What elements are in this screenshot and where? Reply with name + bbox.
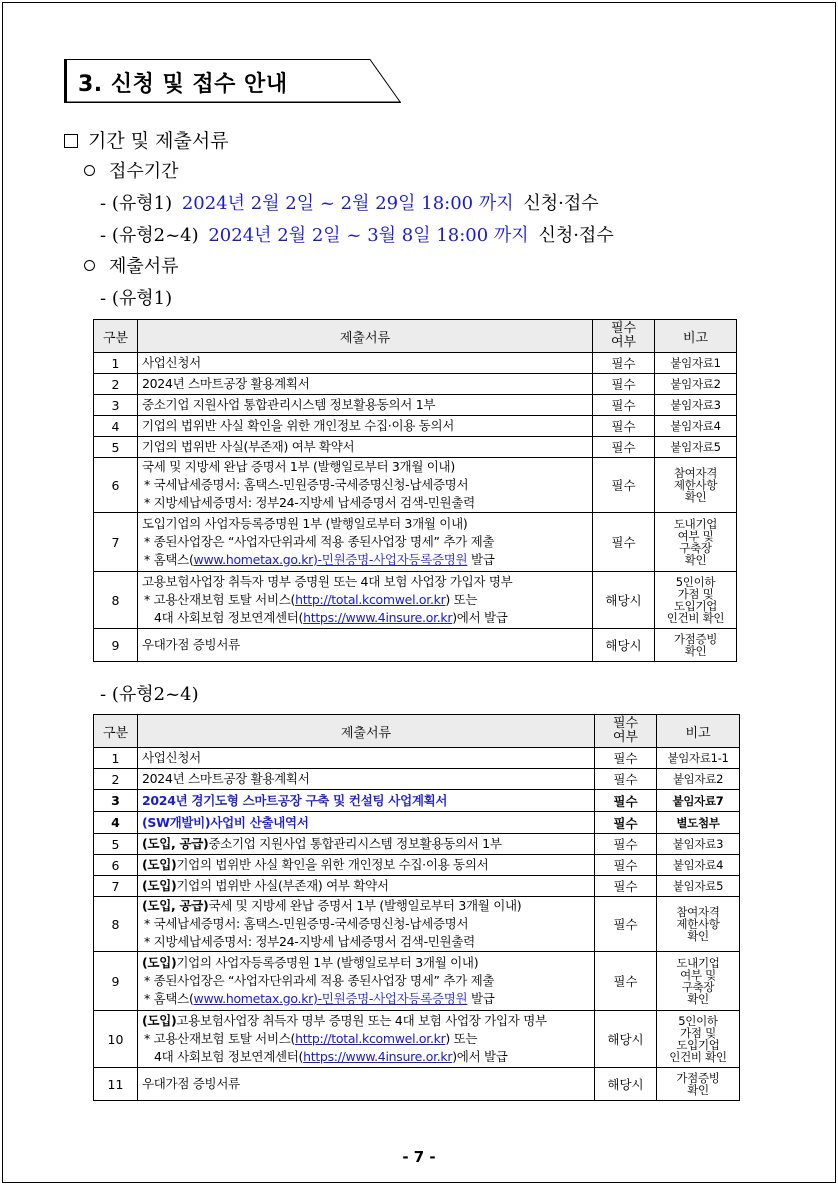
note-cell — [657, 1011, 740, 1068]
period-type24: - (유형2~4) 2024년 2월 2일 ~ 3월 8일 18:00 까지 신청·접수 — [100, 225, 614, 246]
table-row — [94, 572, 737, 629]
note-line: 가점증빙 — [676, 1071, 720, 1085]
doc-cell — [138, 374, 593, 395]
doc-text: * 홈택스( — [144, 991, 194, 1006]
note-cell — [655, 458, 737, 513]
table-header-row — [94, 715, 740, 748]
hyperlink[interactable]: www.hometax.go.kr)-민원증명-사업자등록증명원 — [193, 991, 468, 1006]
doc-line: 고용보험사업장 취득자 명부 증명원 또는 4대 보험 사업장 가입자 명부 — [142, 574, 513, 589]
required-cell: 필수 — [593, 374, 655, 395]
doc-line: 도입기업의 사업자등록증명원 1부 (발행일로부터 3개월 이내) — [142, 516, 468, 531]
doc-cell — [138, 855, 595, 876]
doc-text: * 고용산재보험 토탈 서비스( — [144, 1031, 296, 1046]
row-number: 5 — [94, 437, 138, 458]
doc-line — [142, 551, 588, 569]
section-title: 3. 신청 및 접수 안내 — [78, 72, 288, 97]
circle-bullet-icon — [84, 165, 95, 176]
doc-cell — [138, 416, 593, 437]
note-line: 참여자격 — [676, 905, 720, 919]
header-num: 구분 — [94, 320, 138, 353]
doc-cell — [138, 458, 593, 513]
row-number: 6 — [94, 855, 138, 876]
row-number: 10 — [94, 1011, 138, 1068]
doc-cell — [138, 790, 595, 812]
doc-line: 국세 및 지방세 완납 증명서 1부 (발행일로부터 3개월 이내) — [142, 459, 455, 474]
hyperlink[interactable]: www.hometax.go.kr)-민원증명-사업자등록증명원 — [193, 552, 468, 567]
note-cell: 붙임자료3 — [657, 834, 740, 855]
table-row — [94, 876, 740, 897]
doc-text: 국세 및 지방세 완납 증명서 1부 (발행일로부터 3개월 이내) — [208, 898, 522, 913]
doc-text: 고용보험사업장 취득자 명부 증명원 또는 4대 보험 사업장 가입자 명부 — [176, 1013, 547, 1028]
doc-line: 우대가점 증빙서류 — [142, 637, 240, 652]
doc-line: 기업의 법위반 사실(부존재) 여부 확약서 — [142, 439, 355, 454]
doc-line — [142, 897, 590, 915]
note-cell — [655, 437, 737, 458]
row-number: 8 — [94, 572, 138, 629]
doc-cell — [138, 952, 595, 1011]
section-title-box — [64, 59, 401, 103]
doc-text: * 고용산재보험 토탈 서비스( — [144, 592, 296, 607]
doc-line: * 지방세납세증명서: 정부24-지방세 납세증명서 검색-민원출력 — [144, 934, 475, 949]
row-number: 1 — [94, 353, 138, 374]
period-subheading — [84, 157, 179, 183]
note-cell — [655, 416, 737, 437]
heading — [64, 126, 229, 153]
checkbox-square-icon — [64, 134, 78, 148]
doc-line — [142, 954, 590, 972]
doc-prefix: (도입, 공급) — [142, 898, 209, 913]
header-doc: 제출서류 — [138, 320, 593, 353]
table-row — [94, 416, 737, 437]
row-number: 9 — [94, 952, 138, 1011]
row-number: 2 — [94, 374, 138, 395]
note-line: 인건비 확인 — [666, 611, 725, 625]
doc-line — [142, 770, 590, 788]
doc-line: 중소기업 지원사업 통합관리시스템 정보활용동의서 1부 — [142, 397, 436, 412]
note-line: 여부 및 — [680, 968, 716, 982]
required-cell: 해당시 — [593, 629, 655, 662]
table-row — [94, 812, 740, 834]
doc-text: ) 또는 — [445, 592, 478, 607]
required-cell: 필수 — [593, 513, 655, 572]
required-cell: 필수 — [593, 437, 655, 458]
required-cell: 필수 — [595, 834, 657, 855]
table-row — [94, 1011, 740, 1068]
note-cell — [655, 513, 737, 572]
doc-line — [142, 856, 590, 874]
doc-text: 2024년 스마트공장 활용계획서 — [142, 771, 310, 786]
required-cell: 필수 — [593, 416, 655, 437]
note-line: 도내기업 — [673, 517, 718, 531]
doc-cell — [138, 748, 595, 769]
row-number: 7 — [94, 513, 138, 572]
header-req — [595, 715, 657, 748]
table-row — [94, 834, 740, 855]
docs-table-type24 — [93, 714, 740, 1101]
period-type1-date: 2024년 2월 2일 ~ 2월 29일 18:00 까지 — [181, 193, 514, 214]
doc-prefix: (도입) — [142, 878, 177, 893]
period-type1-prefix: (유형1) — [111, 193, 173, 214]
note-cell — [655, 395, 737, 416]
required-cell: 해당시 — [595, 1068, 657, 1101]
doc-cell — [138, 395, 593, 416]
header-doc: 제출서류 — [138, 715, 595, 748]
doc-line — [142, 591, 588, 609]
heading-text: 기간 및 제출서류 — [88, 130, 229, 152]
row-number: 4 — [94, 416, 138, 437]
note-line: 붙임자료3 — [670, 398, 721, 412]
table-row — [94, 629, 737, 662]
doc-line — [142, 877, 590, 895]
doc-prefix: (도입) — [142, 857, 177, 872]
doc-line: 사업신청서 — [142, 355, 201, 370]
doc-line — [142, 792, 590, 810]
row-number: 4 — [94, 812, 138, 834]
note-cell: 붙임자료7 — [657, 790, 740, 812]
table-row — [94, 855, 740, 876]
note-line: 도내기업 — [676, 956, 720, 970]
note-line: 붙임자료5 — [670, 440, 721, 454]
note-cell: 붙임자료2 — [657, 769, 740, 790]
row-number: 6 — [94, 458, 138, 513]
note-line: 제한사항 — [673, 478, 718, 492]
doc-line — [142, 749, 590, 767]
row-number: 11 — [94, 1068, 138, 1101]
period-type24-date: 2024년 2월 2일 ~ 3월 8일 18:00 까지 — [208, 225, 529, 246]
required-cell: 필수 — [593, 353, 655, 374]
table-row — [94, 790, 740, 812]
note-cell — [655, 629, 737, 662]
note-line: 확인 — [687, 1083, 709, 1097]
note-line: 붙임자료1 — [670, 356, 721, 370]
row-number: 1 — [94, 748, 138, 769]
required-cell: 필수 — [595, 790, 657, 812]
required-cell: 필수 — [595, 748, 657, 769]
table-row — [94, 952, 740, 1011]
doc-line — [142, 990, 590, 1008]
required-cell: 해당시 — [595, 1011, 657, 1068]
note-line: 확인 — [684, 490, 707, 504]
doc-line — [142, 835, 590, 853]
docs-label: 제출서류 — [109, 256, 179, 277]
table2-label: - (유형2~4) — [100, 684, 199, 705]
doc-text: (SW개발비)사업비 산출내역서 — [142, 814, 309, 830]
doc-text: 4대 사회보험 정보연계센터( — [154, 610, 304, 625]
required-cell: 필수 — [595, 876, 657, 897]
note-line: 확인 — [687, 929, 709, 943]
doc-line — [142, 1075, 590, 1093]
row-number: 8 — [94, 897, 138, 952]
note-line: 여부 및 — [677, 529, 714, 543]
hyperlink[interactable]: https://www.4insure.or.kr — [303, 610, 453, 625]
period-type1: - (유형1) 2024년 2월 2일 ~ 2월 29일 18:00 까지 신청·접수 — [100, 193, 599, 214]
doc-prefix: (도입, 공급) — [142, 836, 209, 851]
doc-text: )에서 발급 — [452, 610, 508, 625]
doc-line — [142, 609, 588, 627]
doc-cell — [138, 769, 595, 790]
row-number: 9 — [94, 629, 138, 662]
doc-text: 기업의 법위반 사실(부존재) 여부 확약서 — [176, 878, 389, 893]
header-req-line1: 필수 — [612, 716, 639, 731]
note-line: 붙임자료4 — [670, 419, 721, 433]
doc-text: 2024년 경기도형 스마트공장 구축 및 컨설팅 사업계획서 — [142, 792, 448, 808]
doc-text: 우대가점 증빙서류 — [142, 1076, 240, 1091]
note-line: 확인 — [687, 992, 709, 1006]
doc-text: )에서 발급 — [452, 1049, 508, 1064]
note-line: 붙임자료2 — [670, 377, 721, 391]
doc-text: 중소기업 지원사업 통합관리시스템 정보활용동의서 1부 — [208, 836, 502, 851]
note-cell: 붙임자료4 — [657, 855, 740, 876]
doc-text: 발급 — [467, 991, 495, 1006]
circle-bullet-icon — [84, 260, 95, 271]
required-cell: 필수 — [593, 395, 655, 416]
note-line: 가점 및 — [677, 587, 714, 601]
note-line: 인건비 확인 — [669, 1050, 727, 1064]
doc-line: * 지방세납세증명서: 정부24-지방세 납세증명서 검색-민원출력 — [144, 495, 475, 510]
doc-line — [142, 814, 590, 832]
doc-cell — [138, 1068, 595, 1101]
table-row — [94, 769, 740, 790]
doc-cell — [138, 876, 595, 897]
table-row — [94, 395, 737, 416]
table-row — [94, 374, 737, 395]
doc-line: 기업의 법위반 사실 확인을 위한 개인정보 수집·이용 동의서 — [142, 418, 454, 433]
doc-cell — [138, 353, 593, 374]
note-line: 참여자격 — [673, 466, 718, 480]
doc-text: 기업의 법위반 사실 확인을 위한 개인정보 수집·이용 동의서 — [176, 857, 489, 872]
doc-prefix: (도입) — [142, 1013, 177, 1028]
doc-line: * 종된사업장은 “사업자단위과세 적용 종된사업장 명세” 추가 제출 — [144, 973, 495, 988]
doc-text: 4대 사회보험 정보연계센터( — [154, 1049, 304, 1064]
doc-text: ) 또는 — [445, 1031, 478, 1046]
doc-text: 사업신청서 — [142, 750, 201, 765]
doc-text: * 홈택스( — [144, 552, 194, 567]
docs-subheading — [84, 252, 179, 278]
doc-cell — [138, 629, 593, 662]
table1-label-text: (유형1) — [111, 288, 173, 309]
doc-prefix: (도입) — [142, 955, 177, 970]
doc-line: * 종된사업장은 “사업자단위과세 적용 종된사업장 명세” 추가 제출 — [144, 534, 495, 549]
table-row — [94, 1068, 740, 1101]
note-cell — [655, 353, 737, 374]
doc-line: * 국세납세증명서: 홈택스-민원증명-국세증명신청-납세증명서 — [144, 916, 469, 931]
doc-text: 기업의 사업자등록증명원 1부 (발행일로부터 3개월 이내) — [176, 955, 479, 970]
period-type1-suffix: 신청·접수 — [523, 193, 599, 214]
note-line: 구축장 — [679, 541, 712, 555]
note-line: 구축장 — [681, 980, 715, 994]
table2-label-text: (유형2~4) — [111, 684, 199, 705]
doc-line: * 국세납세증명서: 홈택스-민원증명-국세증명신청-납세증명서 — [144, 477, 469, 492]
doc-line: 2024년 스마트공장 활용계획서 — [142, 376, 310, 391]
hyperlink[interactable]: https://www.4insure.or.kr — [303, 1049, 453, 1064]
header-req-line2: 여부 — [612, 730, 639, 745]
row-number: 7 — [94, 876, 138, 897]
table-header-row — [94, 320, 737, 353]
table-row — [94, 897, 740, 952]
page-number: - 7 - — [402, 1148, 436, 1166]
doc-line — [142, 1048, 590, 1066]
header-num: 구분 — [94, 715, 138, 748]
row-number: 3 — [94, 395, 138, 416]
required-cell: 필수 — [595, 855, 657, 876]
note-line: 가점 및 — [680, 1026, 716, 1040]
required-cell: 필수 — [595, 952, 657, 1011]
doc-text: 발급 — [467, 552, 495, 567]
note-line: 확인 — [684, 644, 707, 658]
note-cell — [657, 952, 740, 1011]
table-row — [94, 458, 737, 513]
note-line: 도입기업 — [676, 1038, 720, 1052]
note-cell: 별도첨부 — [657, 812, 740, 834]
table-row — [94, 748, 740, 769]
note-line: 확인 — [684, 553, 707, 567]
note-line: 5인이하 — [678, 1014, 718, 1028]
required-cell: 필수 — [595, 769, 657, 790]
period-label: 접수기간 — [109, 161, 179, 182]
required-cell: 필수 — [595, 812, 657, 834]
note-cell: 붙임자료5 — [657, 876, 740, 897]
note-cell: 붙임자료1-1 — [657, 748, 740, 769]
note-line: 제한사항 — [676, 917, 720, 931]
doc-cell — [138, 1011, 595, 1068]
note-cell — [655, 374, 737, 395]
table1-label: - (유형1) — [100, 288, 173, 309]
period-type24-suffix: 신청·접수 — [538, 225, 614, 246]
table-row — [94, 437, 737, 458]
note-cell — [657, 1068, 740, 1101]
note-cell — [655, 572, 737, 629]
period-type24-prefix: (유형2~4) — [111, 225, 199, 246]
required-cell: 해당시 — [593, 572, 655, 629]
required-cell: 필수 — [595, 897, 657, 952]
docs-table-type1 — [93, 319, 737, 662]
header-req — [593, 320, 655, 353]
doc-cell — [138, 437, 593, 458]
hyperlink[interactable]: http://total.kcomwel.or.kr — [295, 592, 446, 607]
doc-cell — [138, 897, 595, 952]
note-line: 가점증빙 — [673, 632, 718, 646]
doc-cell — [138, 572, 593, 629]
doc-line — [142, 1030, 590, 1048]
header-req-line1: 필수 — [610, 321, 637, 336]
header-req-line2: 여부 — [610, 335, 637, 350]
doc-cell — [138, 812, 595, 834]
header-note: 비고 — [657, 715, 740, 748]
required-cell: 필수 — [593, 458, 655, 513]
note-line: 도입기업 — [673, 599, 718, 613]
doc-cell — [138, 834, 595, 855]
row-number: 3 — [94, 790, 138, 812]
table-row — [94, 353, 737, 374]
header-note: 비고 — [655, 320, 737, 353]
doc-line — [142, 1012, 590, 1030]
note-line: 5인이하 — [675, 575, 716, 589]
row-number: 2 — [94, 769, 138, 790]
note-cell — [657, 897, 740, 952]
doc-cell — [138, 513, 593, 572]
hyperlink[interactable]: http://total.kcomwel.or.kr — [295, 1031, 446, 1046]
row-number: 5 — [94, 834, 138, 855]
table-row — [94, 513, 737, 572]
